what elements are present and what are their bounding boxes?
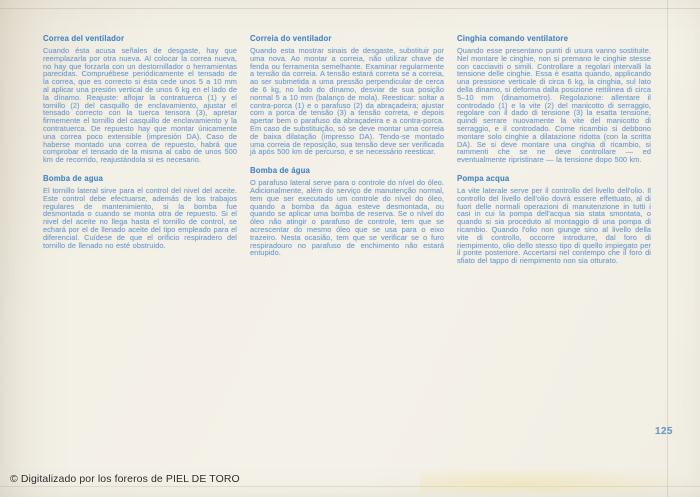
digitization-watermark: © Digitalizado por los foreros de PIEL DE TORO (10, 473, 240, 485)
heading-bomba-de-agua-es: Bomba de agua (43, 173, 104, 183)
body-bomba-de-agua-es: El tornillo lateral sirve para el control del nivel del aceite. Este control debe efectuarse, además de los trabajos regulares de mantenimiento, si la bomba fue desmontada o cuando se monta otra de repuesto. Si el nivel del aceite no llega hasta el tornillo de control, se echará por el de llenado aceite del tipo empleado para el diferencial. Cuídese de que el orificio respiradero del tornillo de llenado no esté obstruido. (43, 185, 237, 250)
body-correia-do-ventilador: Quando esta mostrar sinais de desgaste, substituir por uma nova. Ao montar a correia, não utilizar chave de fenda ou ferramenta semelhante. Examinar regularmente a tensão da correia. A tensão estará correta se a correia, ao ser submetida a uma pressão perpendicular de cerca de 6 kg, no lado do dínamo, desviar de sua posição normal 5 a 10 mm (balanço de mola). Reesticar: soltar a contra-porca (1) e o parafuso (2) da abraçadeira; ajustar com a porca de tensão (3) a tensão correta, e depois apertar bem o parafuso da abraçadeira e a contra-porca. Em caso de substituição, só se deve montar uma correia de baixa dilatação (impresso DA). Tendo-se montado uma correia de reposição, sua tensão deve ser verificada já após 500 km de percurso, e se necessário reesticar. (250, 46, 444, 157)
heading-correia-do-ventilador: Correia do ventilador (250, 34, 332, 43)
scan-stain (420, 468, 700, 494)
body-correa-del-ventilador: Cuando ésta acusa señales de desgaste, hay que reemplazarla por otra nueva. Al colocar la correa nueva, no hay que forzarla con un destornillador o herramientas parecidas. Compruébese periódicamente el tensado de la correa, que es correcto si ésta cede unos 5 a 10 mm al aplicar una presión vertical de unos 6 kg en el lado de la dínamo. Reajuste: aflojar la contratuerca (1) y el tornillo (2) del casquillo de enclavamiento, ajustar el tensado correcto con la tuerca tensora (3), apretar firmemente el tornillo del casquillo de enclavamiento y la contratuerca. De repuesto hay que montar únicamente una correa poco extensible (impresión DA). Caso de haberse montado una correa de repuesto, habrá que comprobar el tensado de la misma al cabo de unos 500 km de recorrido, reajustándola si es necesario. (43, 46, 237, 165)
heading-correa-del-ventilador: Correa del ventilador (43, 34, 125, 43)
text-columns (43, 34, 651, 267)
body-bomba-de-agua-pt: O parafuso lateral serve para o controle do nível do óleo. Adicionalmente, além do serviço de manutenção normal, tem que ser executado um controle do nível do óleo, quando a bomba da água esteve desmontada, ou quando se aplicar uma bomba de reserva. Se o nível do óleo não atingir o parafuso de controle, tem que se acrescentar do mesmo óleo que se usa para o eixo trazeiro. Nesta ocasião, tem que se verificar se o furo respiradouro no parafuso de enchimento não estará entupido. (250, 178, 444, 258)
page-right-edge (667, 0, 668, 497)
page-bottom-edge (0, 486, 700, 487)
page-number: 125 (655, 426, 673, 437)
body-pompa-acqua: La vite laterale serve per il controllo del livello dell'olio. Il controllo del livello dell'olio dovrà essere effettuato, al di fuori delle normali operazioni di manutenzione in tutti i casi in cui la pompa dell'acqua sia stata smontata, o quando si sia proceduto al montaggio di una pompa di ricambio. Quando l'olio non giunge sino al livello della vite di controllo, occorre introdurre, dal foro di riempimento, olio dello stesso tipo di quello impiegato per il ponte posteriore. Accertarsi nel contempo che il foro di sfiato del tappo di riempimento non sia otturato. (457, 185, 651, 266)
heading-bomba-de-agua-pt: Bomba de água (250, 166, 311, 176)
column-italian (457, 34, 651, 267)
heading-pompa-acqua: Pompa acqua (457, 173, 510, 183)
column-spanish (43, 34, 237, 267)
heading-cinghia-comando-ventilatore: Cinghia comando ventilatore (457, 34, 569, 43)
page-top-edge (0, 8, 700, 9)
body-cinghia-comando-ventilatore: Quando esse presentano punti di usura vanno sostituite. Nel montare le cinghie, non si premano le cinghie stesse con cacciaviti o simili. Controllare a regolari intervalli la tensione delle cinghie. Essa è esatta quando, applicando una pressione verticale di circa 6 kg, la cinghia, sul lato della dinamo, si deforma dalla posizione rettilinea di circa 5–10 mm (dinamometro). Regolazione: allentare il controdado (1) e la vite (2) del manicotto di serraggio, regolare con il dado di tensione (3) la esatta tensione, quindi serrare nuovamente la vite del manicotto di serraggio, e il controdado. Come ricambio si debbono montare solo cinghie a dilatazione ridotta (con la scritta DA). Se si deve montare una cinghia di ricambio, si rammenti che se ne deve controllare — ed eventualmente ripristinare — la tensione dopo 500 km. (457, 46, 651, 165)
column-portuguese (250, 34, 444, 267)
